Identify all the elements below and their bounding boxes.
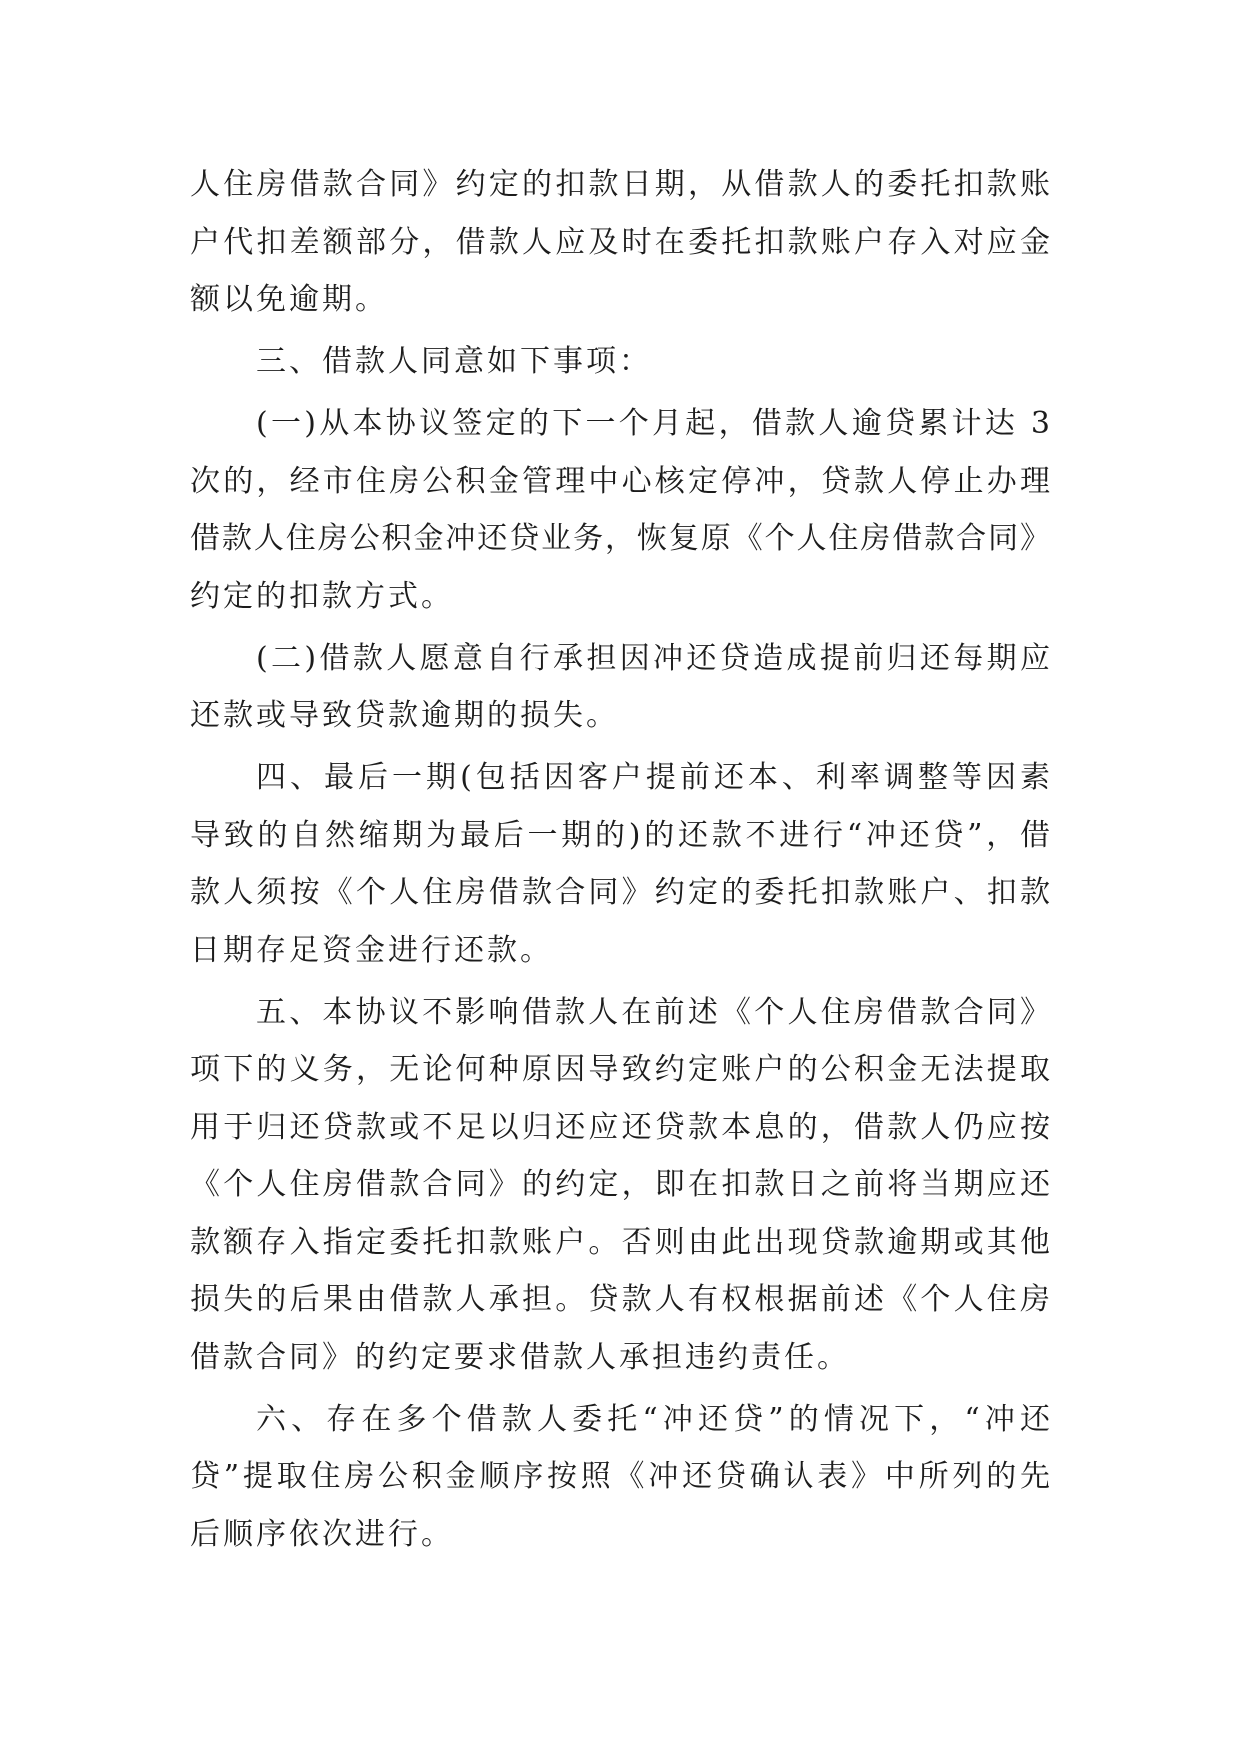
section-heading: 三、借款人同意如下事项： — [256, 344, 652, 379]
text-line: 款额存入指定委托扣款账户。否则由此出现贷款逾期或其他 — [190, 1224, 1050, 1260]
text-line: 导致的自然缩期为最后一期的)的还款不进行“冲还贷”，借 — [190, 817, 1050, 853]
text-line: 借款合同》的约定要求借款人承担违约责任。 — [190, 1339, 850, 1375]
text-line: 借款人住房公积金冲还贷业务，恢复原《个人住房借款合同》 — [190, 521, 1050, 556]
text-line: 损失的后果由借款人承担。贷款人有权根据前述《个人住房 — [190, 1282, 1050, 1317]
text-line: 日期存足资金进行还款。 — [190, 932, 553, 968]
text-line: 款人须按《个人住房借款合同》约定的委托扣款账户、扣款 — [190, 875, 1050, 910]
paragraph-item-1 — [190, 395, 1050, 625]
text-line: (一)从本协议签定的下一个月起，借款人逾贷累计达 3 — [256, 406, 1050, 441]
paragraph-section-4 — [190, 749, 1050, 979]
text-line: 后顺序依次进行。 — [190, 1516, 454, 1552]
text-line: 额以免逾期。 — [190, 282, 388, 317]
text-line: 人住房借款合同》约定的扣款日期，从借款人的委托扣款账 — [190, 167, 1050, 202]
text-line: 六、存在多个借款人委托“冲还贷”的情况下，“冲还 — [256, 1401, 1050, 1437]
paragraph-continuation — [190, 156, 1050, 329]
text-line: 约定的扣款方式。 — [190, 578, 454, 614]
text-line: 《个人住房借款合同》的约定，即在扣款日之前将当期应还 — [190, 1167, 1050, 1202]
text-line: 户代扣差额部分，借款人应及时在委托扣款账户存入对应金 — [190, 224, 1050, 260]
text-line: 项下的义务，无论何种原因导致约定账户的公积金无法提取 — [190, 1052, 1050, 1087]
text-line: (二)借款人愿意自行承担因冲还贷造成提前归还每期应 — [256, 640, 1050, 676]
text-line: 还款或导致贷款逾期的损失。 — [190, 698, 619, 733]
text-line: 次的，经市住房公积金管理中心核定停冲，贷款人停止办理 — [190, 463, 1050, 499]
paragraph-section-5 — [190, 984, 1050, 1387]
paragraph-item-2 — [190, 630, 1050, 745]
text-line: 四、最后一期(包括因客户提前还本、利率调整等因素 — [256, 760, 1050, 795]
text-line: 用于归还贷款或不足以归还应还贷款本息的，借款人仍应按 — [190, 1109, 1050, 1145]
paragraph-section-6 — [190, 1391, 1050, 1564]
paragraph-section-3 — [190, 333, 1050, 391]
text-line: 贷”提取住房公积金顺序按照《冲还贷确认表》中所列的先 — [190, 1459, 1050, 1494]
text-line: 五、本协议不影响借款人在前述《个人住房借款合同》 — [256, 994, 1050, 1030]
document-body — [190, 156, 1050, 1563]
